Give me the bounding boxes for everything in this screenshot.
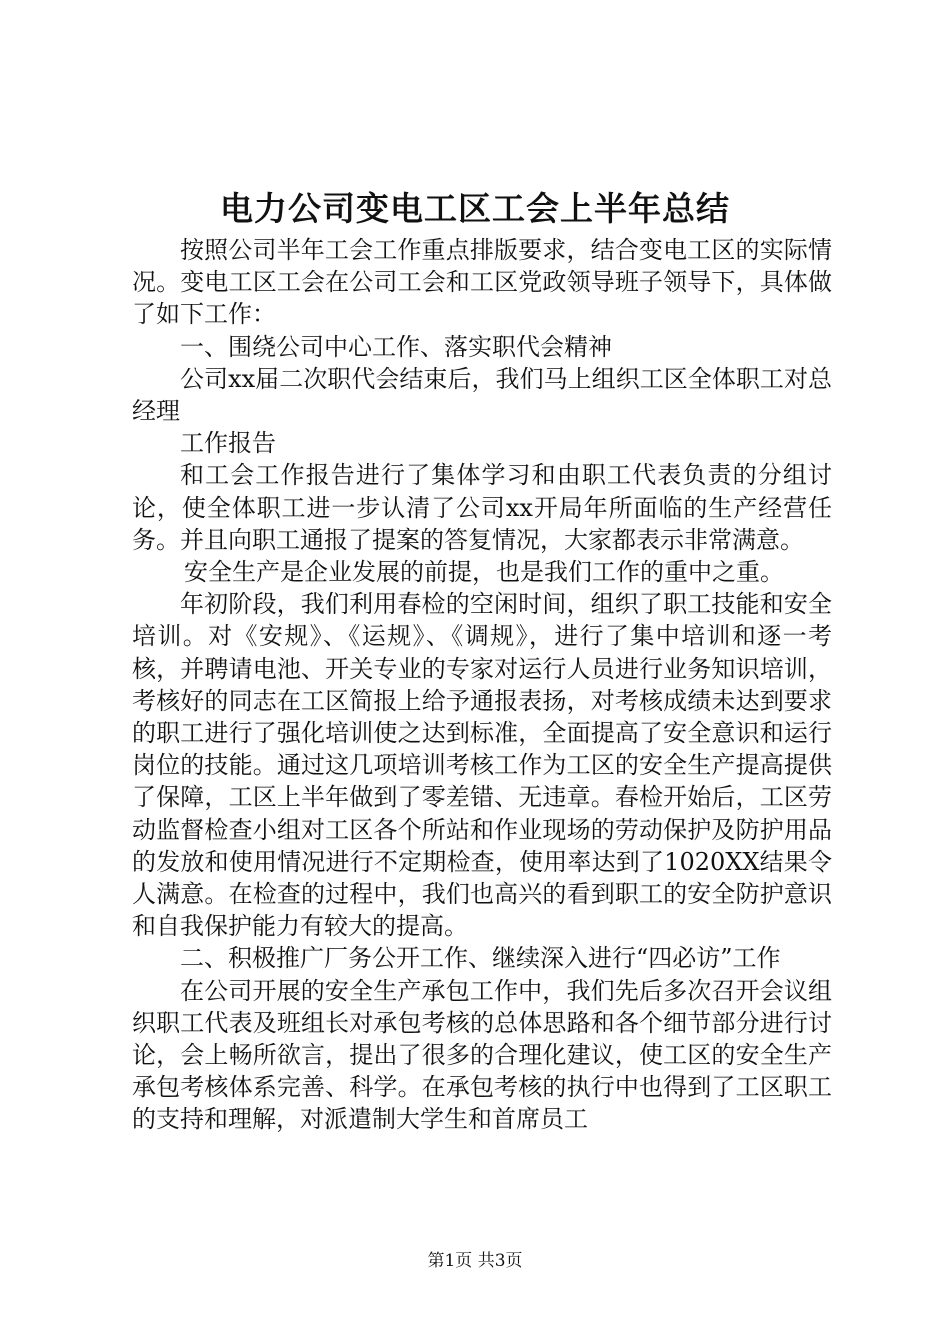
paragraph-intro: 按照公司半年工会工作重点排版要求，结合变电工区的实际情况。变电工区工会在公司工会和工区党政领导班子领导下，具体做了如下工作： xyxy=(132,236,832,329)
paragraph: 公司xx届二次职代会结束后，我们马上组织工区全体职工对总经理 xyxy=(132,364,832,426)
paragraph: 工作报告 xyxy=(180,429,276,458)
section-heading-1: 一、围绕公司中心工作、落实职代会精神 xyxy=(180,332,612,361)
paragraph: 在公司开展的安全生产承包工作中，我们先后多次召开会议组织职工代表及班组长对承包考核的总体思路和各个细节部分进行讨论，会上畅所欲言，提出了很多的合理化建议，使工区的安全生产承包考核体系完善、科学。在承包考核的执行中也得到了工区职工的支持和理解，对派遣制大学生和首席员工 xyxy=(132,976,832,1134)
page-footer: 第1页 共3页 xyxy=(427,1251,523,1271)
document-body xyxy=(132,234,832,1136)
paragraph: 和工会工作报告进行了集体学习和由职工代表负责的分组讨论，使全体职工进一步认清了公司xx开局年所面临的生产经营任务。并且向职工通报了提案的答复情况，大家都表示非常满意。 xyxy=(132,461,832,554)
document-title: 电力公司变电工区工会上半年总结 xyxy=(220,189,730,228)
paragraph: 安全生产是企业发展的前提，也是我们工作的重中之重。 xyxy=(184,558,784,587)
paragraph: 年初阶段，我们利用春检的空闲时间，组织了职工技能和安全培训。对《安规》、《运规》、《调规》，进行了集中培训和逐一考核，并聘请电池、开关专业的专家对运行人员进行业务知识培训，考核好的同志在工区简报上给予通报表扬，对考核成绩未达到要求的职工进行了强化培训使之达到标准，全面提高了安全意识和运行岗位的技能。通过这几项培训考核工作为工区的安全生产提高提供了保障，工区上半年做到了零差错、无违章。春检开始后，工区劳动监督检查小组对工区各个所站和作业现场的劳动保护及防护用品的发放和使用情况进行不定期检查，使用率达到了1020XX结果令人满意。在检查的过程中，我们也高兴的看到职工的安全防护意识和自我保护能力有较大的提高。 xyxy=(132,590,832,941)
section-heading-2: 二、积极推广厂务公开工作、继续深入进行“四必访”工作 xyxy=(180,944,781,973)
